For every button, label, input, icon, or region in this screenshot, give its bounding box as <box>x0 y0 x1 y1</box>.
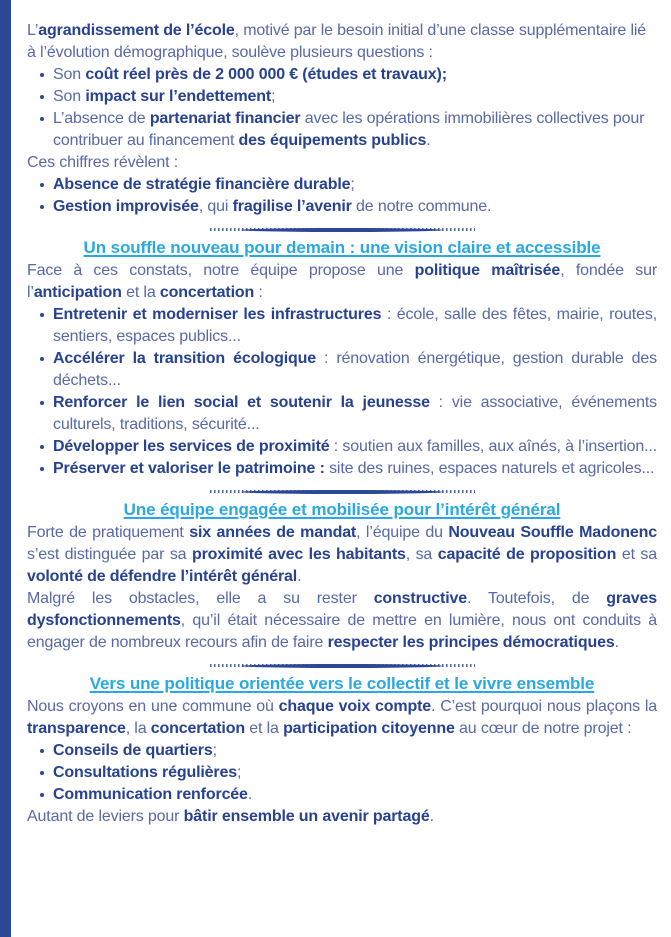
list-item-text: Gestion improvisée, qui fragilise l’avenir de notre commune. <box>53 198 492 215</box>
list-item-text: Conseils de quartiers; <box>53 742 217 759</box>
bullet-dot-icon <box>40 313 44 317</box>
section-heading-politique: Vers une politique orientée vers le collectif et le vivre ensemble <box>89 674 595 693</box>
bullet-dot-icon <box>40 205 44 209</box>
list-item <box>39 740 657 762</box>
bullet-dot-icon <box>40 357 44 361</box>
bullet-dot-icon <box>40 445 44 449</box>
paragraph-chiffres: Ces chiffres révèlent : <box>27 154 178 171</box>
bullet-dot-icon <box>40 771 44 775</box>
list-item-text: Développer les services de proximité : soutien aux familles, aux aînés, à l’insertion... <box>53 438 657 455</box>
bullet-list-chiffres <box>39 174 657 218</box>
list-item <box>39 784 657 806</box>
bullet-dot-icon <box>40 467 44 471</box>
divider-core <box>241 228 442 232</box>
bullet-dot-icon <box>40 117 44 121</box>
bullet-list-questions <box>39 64 657 152</box>
bullet-dot-icon <box>40 183 44 187</box>
paragraph-intro: L’agrandissement de l’école, motivé par le besoin initial d’une classe supplémentaire lié à l’évolution démographique, soulève plusieurs questions : <box>27 22 646 61</box>
bullet-dot-icon <box>40 73 44 77</box>
section-divider <box>210 489 475 494</box>
list-item-text: Entretenir et moderniser les infrastructures : école, salle des fêtes, mairie, routes, sentiers, espaces publics... <box>53 306 657 345</box>
list-item <box>39 392 657 436</box>
list-item-text: Son impact sur l’endettement; <box>53 88 276 105</box>
divider-core <box>241 664 442 668</box>
paragraph-equipe-1: Forte de pratiquement six années de mandat, l’équipe du Nouveau Souffle Madonenc s’est distinguée par sa proximité avec les habitants, sa capacité de proposition et sa volonté de défendre l’intérêt général. <box>27 524 658 585</box>
list-item <box>39 174 657 196</box>
list-item <box>39 458 657 480</box>
list-item-text: Son coût réel près de 2 000 000 € (études et travaux); <box>53 66 447 83</box>
bullet-dot-icon <box>40 95 44 99</box>
list-item <box>39 348 657 392</box>
section-divider <box>210 227 475 232</box>
list-item <box>39 304 657 348</box>
list-item-text: Accélérer la transition écologique : rénovation énergétique, gestion durable des déchets... <box>53 350 657 389</box>
section-heading-equipe: Une équipe engagée et mobilisée pour l’intérêt général <box>123 500 561 519</box>
list-item <box>39 762 657 784</box>
divider-core <box>241 490 442 494</box>
list-item-text: Absence de stratégie financière durable; <box>53 176 355 193</box>
list-item <box>39 86 657 108</box>
leaflet-content <box>27 20 657 828</box>
bullet-dot-icon <box>40 793 44 797</box>
left-accent-bar <box>0 0 11 937</box>
section-divider <box>210 663 475 668</box>
list-item-text: L’absence de partenariat financier avec les opérations immobilières collectives pour contribuer au financement des équipements publics. <box>53 110 645 149</box>
paragraph-closing: Autant de leviers pour bâtir ensemble un avenir partagé. <box>27 808 434 825</box>
bullet-list-politique <box>39 740 657 806</box>
list-item-text: Préserver et valoriser le patrimoine : site des ruines, espaces naturels et agricoles... <box>53 460 655 477</box>
section-heading-vision: Un souffle nouveau pour demain : une vision claire et accessible <box>83 238 601 257</box>
list-item-text: Renforcer le lien social et soutenir la jeunesse : vie associative, événements culturels, traditions, sécurité... <box>53 394 657 433</box>
paragraph-equipe-2: Malgré les obstacles, elle a su rester constructive. Toutefois, de graves dysfonctionnements, qu’il était nécessaire de mettre en lumière, nous ont conduits à engager de nombreux recours afin de faire respecter les principes démocratiques. <box>27 590 657 651</box>
list-item-text: Consultations régulières; <box>53 764 242 781</box>
list-item <box>39 108 657 152</box>
bullet-dot-icon <box>40 401 44 405</box>
paragraph-politique: Nous croyons en une commune où chaque voix compte. C’est pourquoi nous plaçons la transparence, la concertation et la participation citoyenne au cœur de notre projet : <box>27 698 658 737</box>
list-item <box>39 196 657 218</box>
paragraph-vision: Face à ces constats, notre équipe propose une politique maîtrisée, fondée sur l’anticipation et la concertation : <box>27 262 658 301</box>
bullet-list-vision <box>39 304 657 480</box>
list-item-text: Communication renforcée. <box>53 786 253 803</box>
bullet-dot-icon <box>40 749 44 753</box>
list-item <box>39 64 657 86</box>
list-item <box>39 436 657 458</box>
